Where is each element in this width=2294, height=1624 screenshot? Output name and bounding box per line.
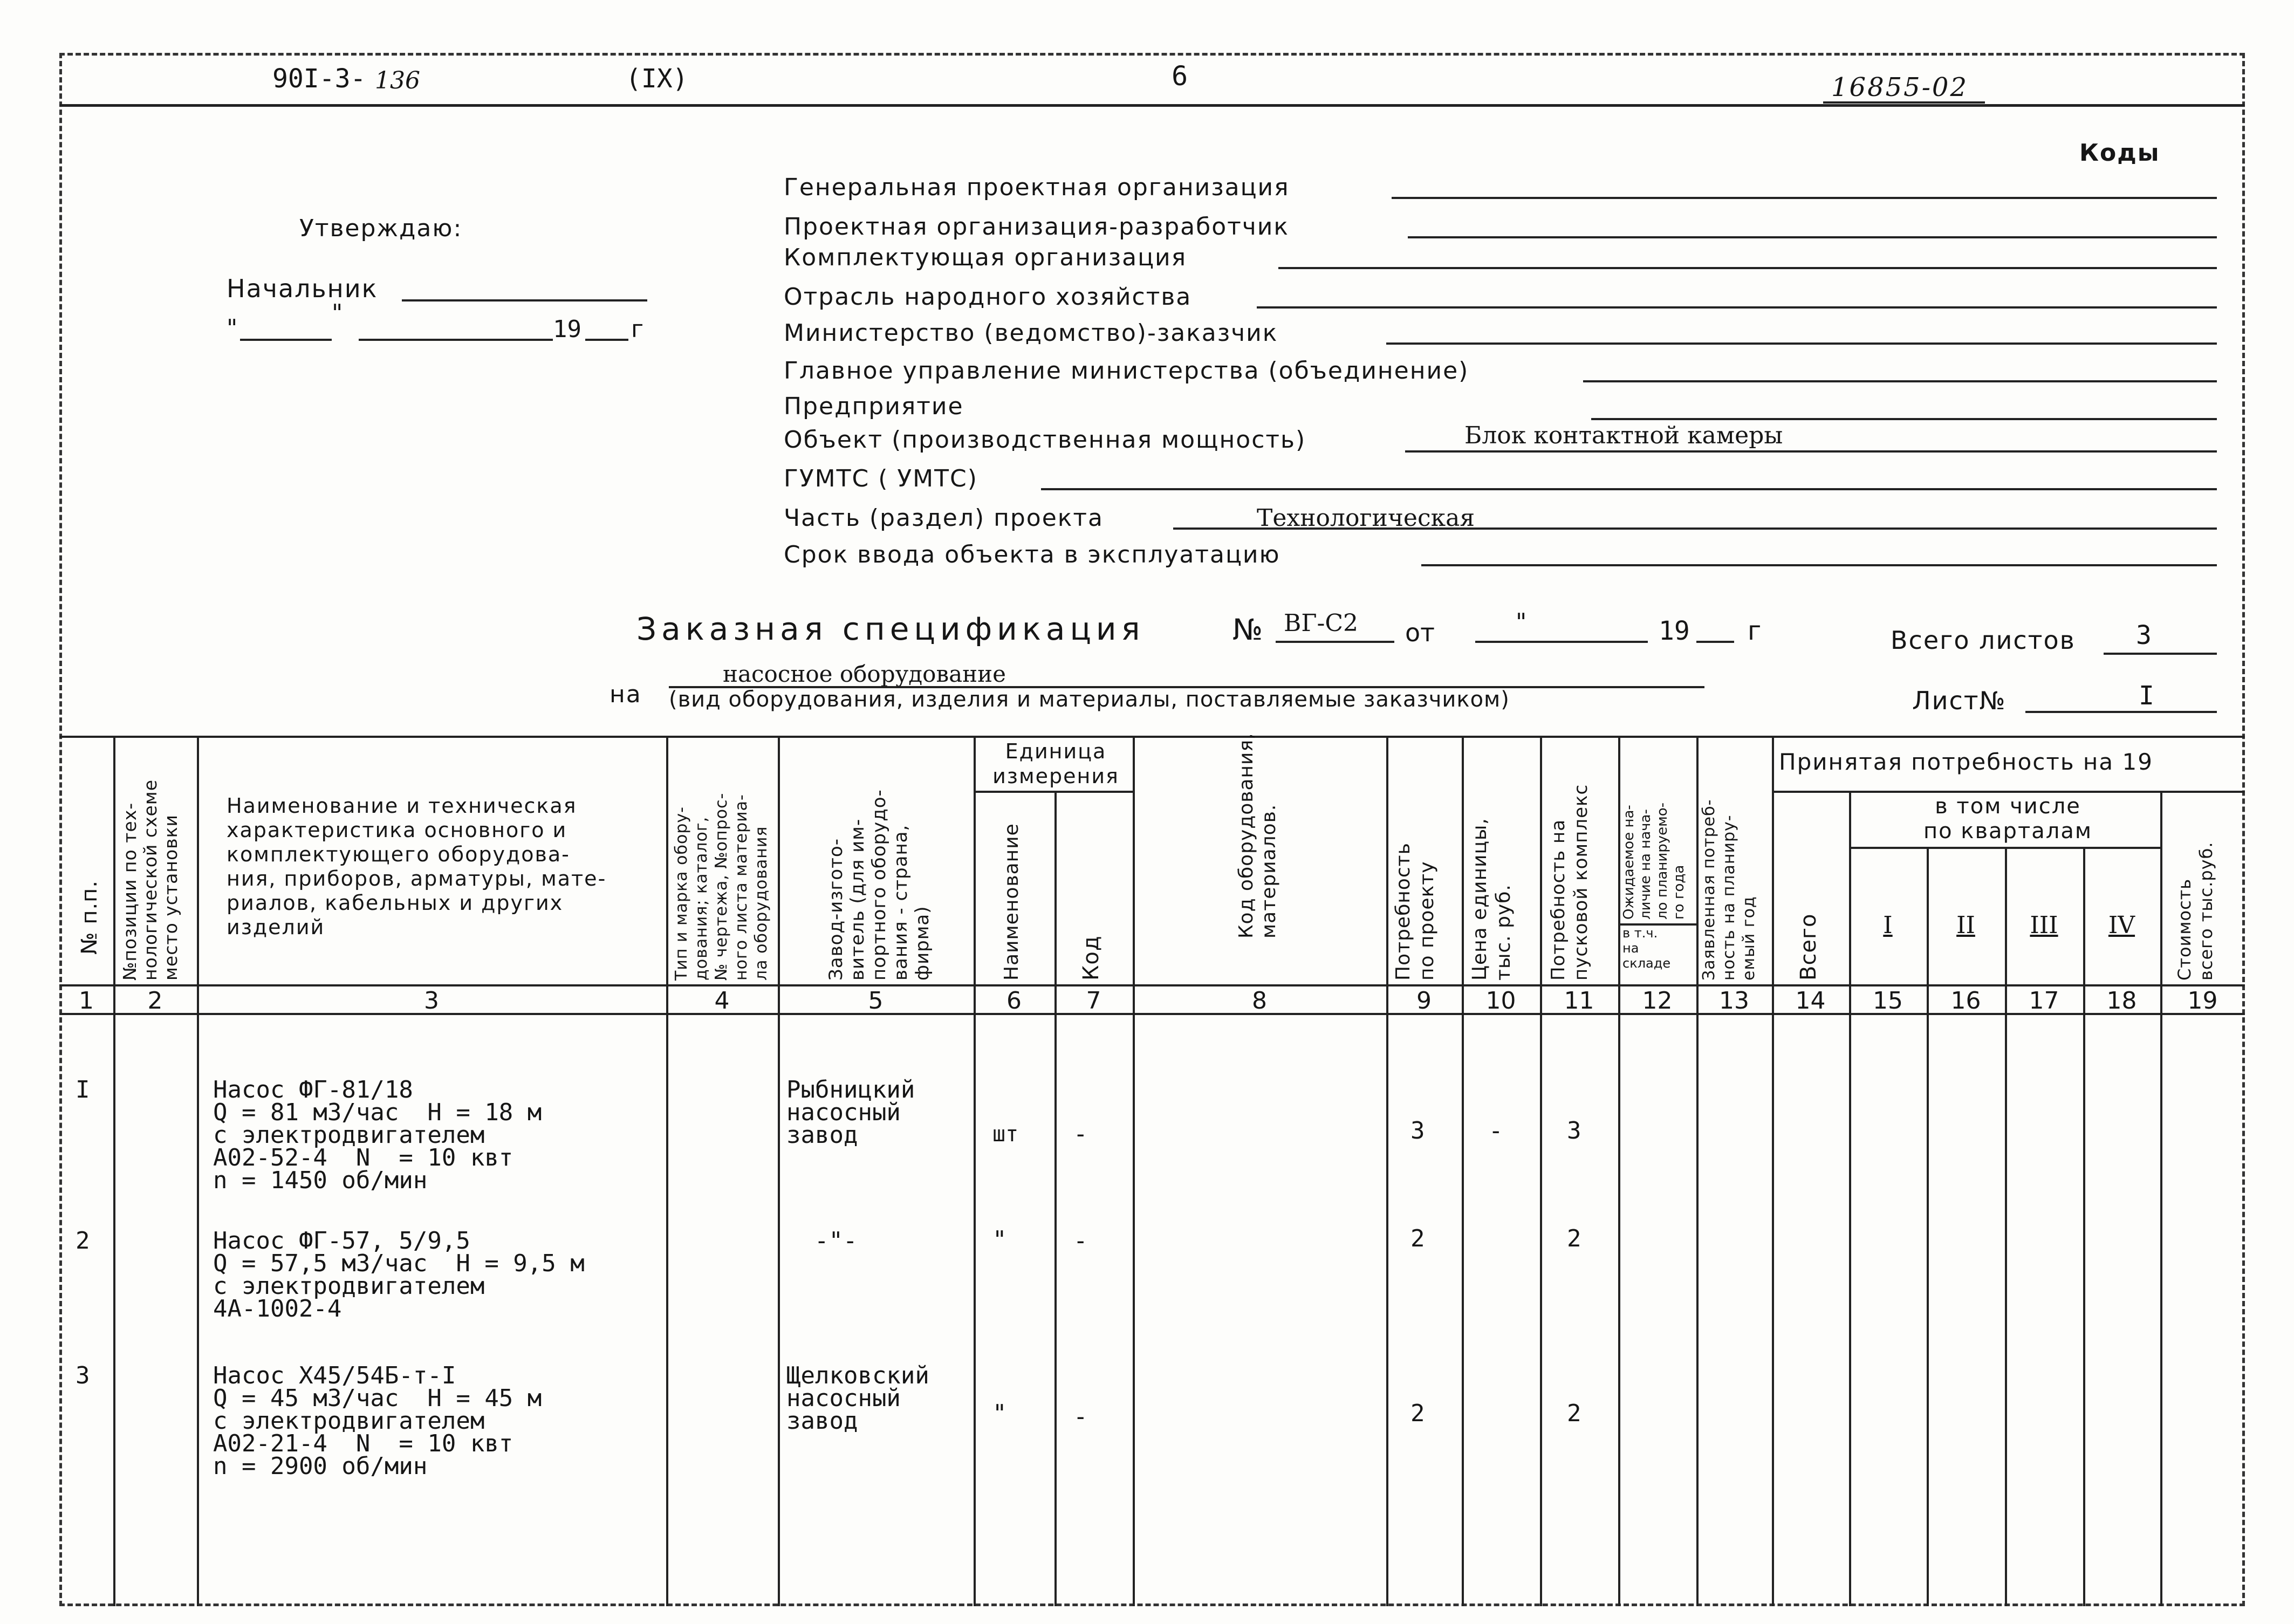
spec-on-caption: (вид оборудования, изделия и материалы, поставляемые заказчиком) xyxy=(669,687,1510,712)
column-header-17: III xyxy=(2030,912,2058,939)
column-header-5: Завод-изгото- витель (для им- портного оборудо- вания - страна, фирма) xyxy=(825,789,933,981)
spec-title: Заказная спецификация xyxy=(636,611,1145,647)
manufacturer: Щелковский насосный завод xyxy=(786,1362,929,1435)
column-number: 18 xyxy=(2106,987,2137,1015)
column-header-6: Наименование xyxy=(1001,823,1023,981)
column-header-11: Потребность на пусковой комплекс xyxy=(1547,784,1592,981)
col-line-11 xyxy=(1618,736,1620,1606)
stock-sublabel: в т.ч. на складе xyxy=(1622,926,1671,971)
column-header-19: Стоимость всего тыс.руб. xyxy=(2174,841,2216,981)
item-description: Насос ФГ-81/18 Q = 81 м3/час Н = 18 м с электродвигателем А02-52-4 N = 10 квт n = 1450 об/мин xyxy=(213,1076,542,1194)
column-header-3: Наименование и техническая характеристика основного и комплектующего оборудова- ния, приборов, арматуры, мате- риалов, кабельных и других изделий xyxy=(227,794,607,939)
col-line-7 xyxy=(1133,736,1135,1606)
column-header-13: Заявленная потреб- ность на планиру- емый год xyxy=(1700,799,1758,981)
field-main-department-line xyxy=(1583,380,2217,382)
codes-label: Коды xyxy=(2079,139,2160,167)
unit-name: " xyxy=(992,1226,1007,1253)
column-header-14: Всего xyxy=(1796,913,1821,981)
column-number: 8 xyxy=(1252,987,1267,1015)
col-line-9 xyxy=(1462,736,1464,1606)
approval-month-line xyxy=(359,339,553,341)
spec-date-line xyxy=(1475,641,1648,643)
page-number: 6 xyxy=(1172,60,1188,92)
column-number: 3 xyxy=(424,987,439,1015)
spec-number-label: № xyxy=(1232,613,1263,647)
unit-group-header: Единица измерения xyxy=(992,739,1119,788)
total-sheets-value: 3 xyxy=(2136,620,2152,650)
approval-date-close: " xyxy=(332,299,343,327)
column-number: 9 xyxy=(1416,987,1432,1015)
col-line-12 xyxy=(1696,736,1699,1606)
field-industry-line xyxy=(1257,306,2217,309)
project-need: 3 xyxy=(1410,1117,1425,1145)
col-line-10 xyxy=(1540,736,1542,1606)
project-need: 2 xyxy=(1410,1225,1425,1252)
column-header-16: II xyxy=(1956,912,1975,939)
unit-code: - xyxy=(1073,1120,1088,1148)
col-line-5 xyxy=(974,736,976,1606)
column-header-9: Потребность по проекту xyxy=(1392,842,1438,981)
field-object-line xyxy=(1405,450,2217,453)
quarters-group-header: в том числе по кварталам xyxy=(1923,794,2093,844)
approval-date-open: " xyxy=(227,314,238,342)
spec-date-quote: " xyxy=(1516,608,1527,636)
unit-name: " xyxy=(992,1400,1007,1427)
column-header-10: Цена единицы, тыс. руб. xyxy=(1469,818,1515,981)
col-line-2 xyxy=(197,736,199,1606)
field-project-part-value: Технологическая xyxy=(1257,504,1475,532)
field-general-organization-line xyxy=(1392,197,2217,199)
approval-position: Начальник xyxy=(227,274,378,303)
approval-year-line xyxy=(585,339,628,341)
col-line-18 xyxy=(2160,791,2162,1606)
series-handwritten: 136 xyxy=(375,67,420,94)
col-line-16 xyxy=(2005,847,2007,1606)
accepted-group-line xyxy=(1772,791,2245,793)
field-ministry-line xyxy=(1386,342,2217,345)
col-line-6 xyxy=(1054,791,1057,1606)
spec-on-label: на xyxy=(610,681,642,708)
column-header-4: Тип и марка обору- дования; каталог, № чертежа, №опрос- ного листа материа- ла оборудования xyxy=(672,792,771,981)
item-description: Насос Х45/54Б-т-I Q = 45 м3/час Н = 45 м с электродвигателем А02-21-4 N = 10 квт n = 2900 об/мин xyxy=(213,1362,542,1480)
col-line-15 xyxy=(1927,847,1929,1606)
col-line-3 xyxy=(666,736,668,1606)
field-project-part-label: Часть (раздел) проекта xyxy=(784,504,1104,532)
approval-name-line xyxy=(402,299,647,301)
document-number: 16855-02 xyxy=(1831,72,1968,102)
sheet-value: I xyxy=(2139,681,2154,711)
column-number: 17 xyxy=(2029,987,2059,1015)
column-number: 11 xyxy=(1564,987,1594,1015)
field-completing-line xyxy=(1278,267,2217,269)
spec-on-value: насосное оборудование xyxy=(723,661,1006,687)
field-ministry-label: Министерство (ведомство)-заказчик xyxy=(784,319,1278,347)
column-number: 6 xyxy=(1006,987,1022,1015)
manufacturer: Рыбницкий насосный завод xyxy=(786,1076,915,1149)
field-commissioning-label: Срок ввода объекта в эксплуатацию xyxy=(784,541,1280,568)
launch-need: 2 xyxy=(1567,1225,1581,1252)
unit-code: - xyxy=(1073,1403,1088,1430)
accepted-group-header: Принятая потребность на 19 xyxy=(1779,749,2153,775)
unit-group-line xyxy=(974,791,1133,793)
column-number: 1 xyxy=(79,987,94,1015)
row-number: 2 xyxy=(76,1227,90,1255)
column-number: 10 xyxy=(1485,987,1516,1015)
sheet-line xyxy=(2025,711,2217,713)
field-gumts-line xyxy=(1041,488,2217,490)
column-number: 14 xyxy=(1795,987,1826,1015)
sheet-label: Лист№ xyxy=(1912,686,2007,715)
approval-year-suffix: г xyxy=(631,316,644,343)
table-top-line xyxy=(59,736,2245,738)
field-enterprise-label: Предприятие xyxy=(784,393,964,420)
total-sheets-line xyxy=(2104,653,2217,655)
part-number: (IX) xyxy=(626,64,688,94)
field-general-organization-label: Генеральная проектная организация xyxy=(784,174,1290,201)
approval-day-line xyxy=(240,339,332,341)
spec-from-label: от xyxy=(1405,618,1435,647)
launch-need: 3 xyxy=(1567,1117,1581,1145)
unit-code: - xyxy=(1073,1227,1088,1255)
field-enterprise-line xyxy=(1591,418,2217,420)
spec-number: ВГ-С2 xyxy=(1284,609,1358,637)
unit-price: - xyxy=(1489,1117,1503,1145)
header-divider xyxy=(59,104,2245,107)
col-line-4 xyxy=(778,736,780,1606)
column-number: 5 xyxy=(868,987,884,1015)
column-header-12: Ожидаемое на- личие на нача- ло планируемо- го года xyxy=(1621,802,1687,920)
field-project-part-line xyxy=(1173,527,2217,530)
project-need: 2 xyxy=(1410,1400,1425,1427)
row-number: I xyxy=(76,1076,90,1104)
approval-year: 19 xyxy=(553,316,581,343)
column-header-15: I xyxy=(1883,912,1893,939)
spec-year: 19 xyxy=(1659,616,1690,646)
approval-title: Утверждаю: xyxy=(299,215,463,242)
column-numbers-top xyxy=(59,984,2245,986)
spec-year-suffix: г xyxy=(1748,616,1762,646)
field-industry-label: Отрасль народного хозяйства xyxy=(784,283,1192,311)
column-number: 7 xyxy=(1086,987,1101,1015)
column-number: 13 xyxy=(1719,987,1749,1015)
manufacturer: -"- xyxy=(814,1227,858,1255)
field-object-value: Блок контактной камеры xyxy=(1464,422,1783,449)
column-number: 15 xyxy=(1873,987,1903,1015)
column-number: 2 xyxy=(147,987,163,1015)
document-number-underline xyxy=(1823,101,1985,104)
unit-name: шт xyxy=(992,1122,1019,1147)
item-description: Насос ФГ-57, 5/9,5 Q = 57,5 м3/час Н = 9,5 м с электродвигателем 4А-1002-4 xyxy=(213,1227,585,1323)
field-completing-label: Комплектующая организация xyxy=(784,244,1187,271)
column-header-18: IV xyxy=(2108,912,2135,939)
column-number: 4 xyxy=(714,987,730,1015)
spec-year-line xyxy=(1696,641,1734,643)
column-header-1: № п.п. xyxy=(77,880,102,955)
col-line-1 xyxy=(113,736,115,1606)
spec-number-line xyxy=(1276,641,1394,643)
series-code: 90I-3- xyxy=(272,64,366,94)
column-number: 12 xyxy=(1642,987,1673,1015)
field-object-label: Объект (производственная мощность) xyxy=(784,426,1306,454)
launch-need: 2 xyxy=(1567,1400,1581,1427)
column-header-2: №позиции по тех- нологической схеме место установки xyxy=(119,779,181,981)
field-developer-label: Проектная организация-разработчик xyxy=(784,213,1289,241)
col-line-8 xyxy=(1386,736,1388,1606)
column-header-8: Код оборудования, материалов. xyxy=(1235,732,1280,938)
column-number: 19 xyxy=(2187,987,2218,1015)
field-gumts-label: ГУМТС ( УМТС) xyxy=(784,465,978,492)
col-line-17 xyxy=(2083,847,2085,1606)
column-header-7: Код xyxy=(1079,935,1104,981)
col-line-13 xyxy=(1772,736,1774,1606)
field-main-department-label: Главное управление министерства (объединение) xyxy=(784,357,1469,385)
row-number: 3 xyxy=(76,1362,90,1389)
column-number: 16 xyxy=(1950,987,1981,1015)
field-commissioning-line xyxy=(1421,564,2217,566)
field-developer-line xyxy=(1408,236,2217,238)
total-sheets-label: Всего листов xyxy=(1891,626,2076,655)
